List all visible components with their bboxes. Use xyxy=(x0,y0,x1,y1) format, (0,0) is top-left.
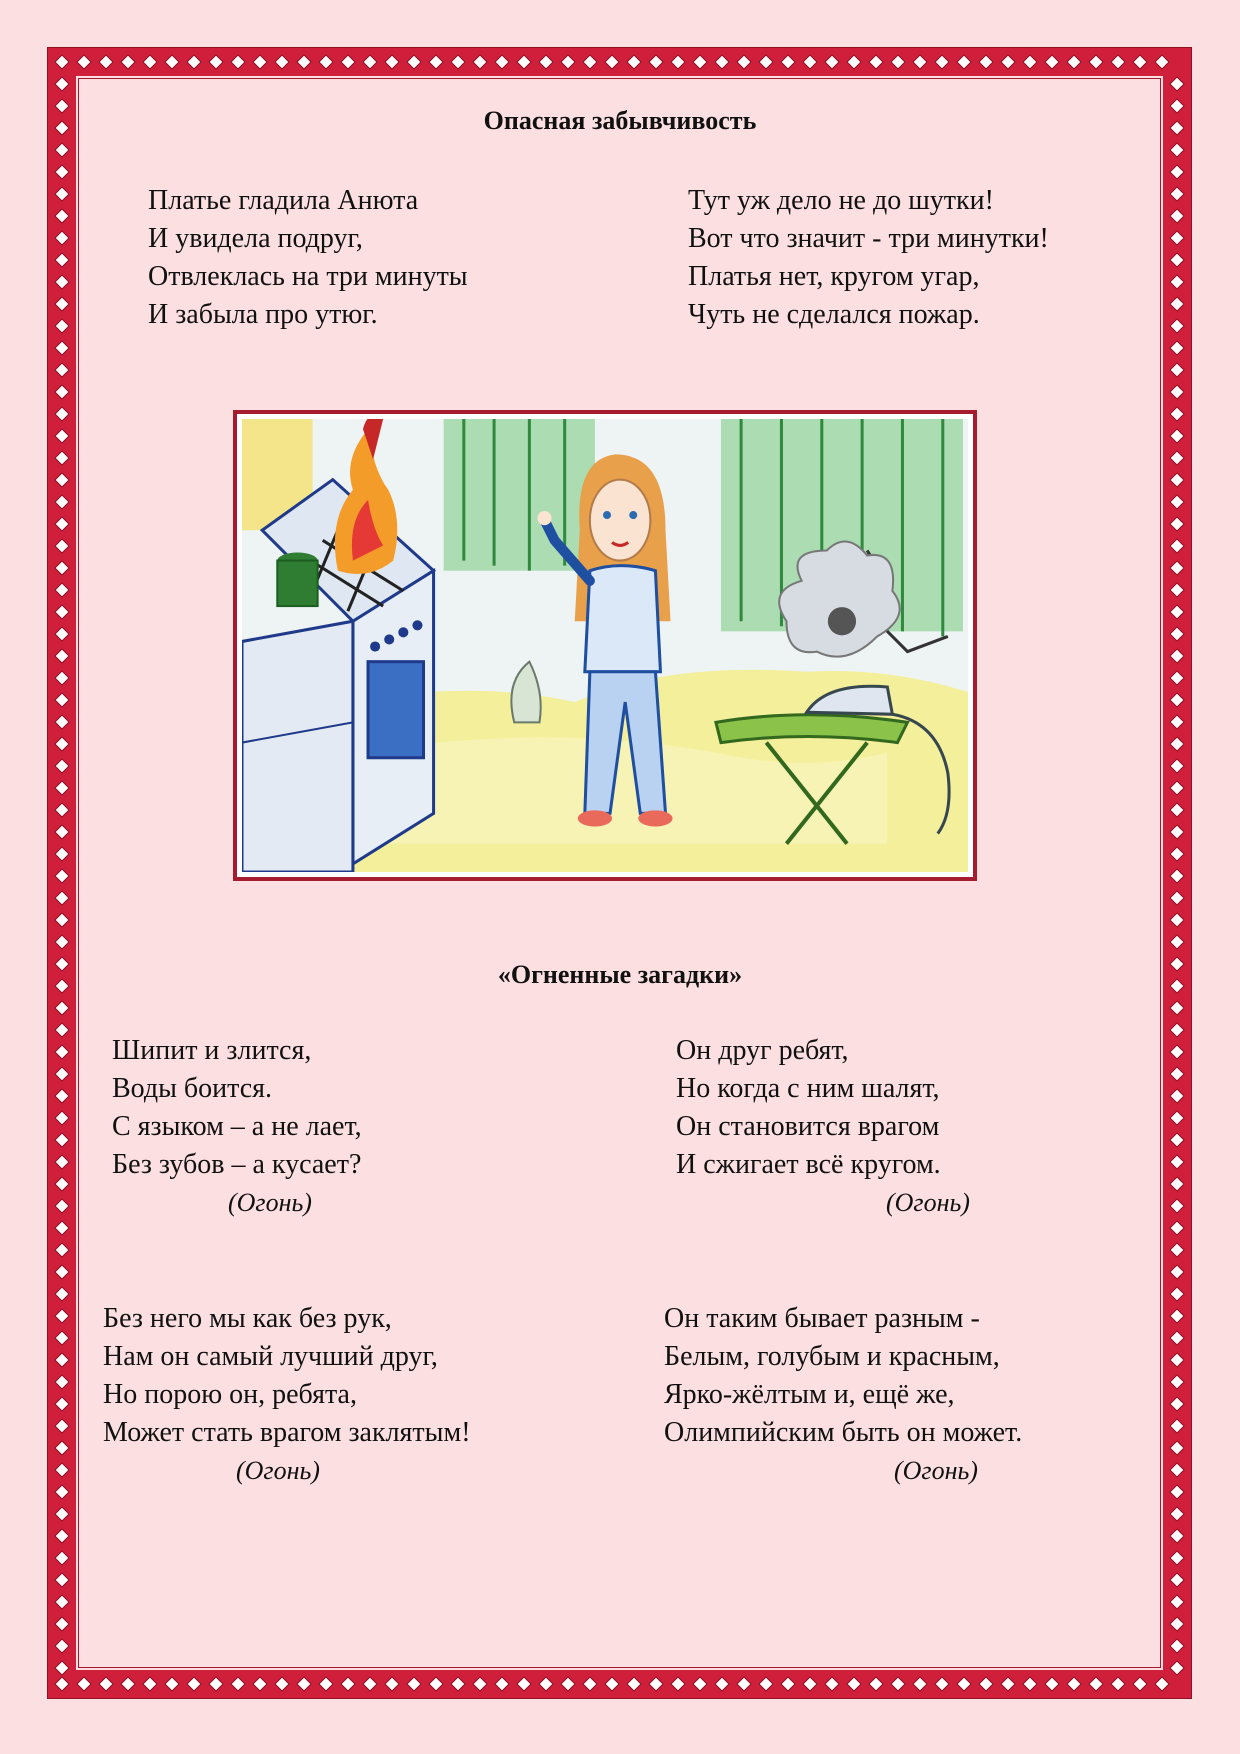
riddle-line: Он друг ребят, xyxy=(676,1035,849,1066)
border-diamond xyxy=(275,1677,289,1691)
border-diamond xyxy=(869,55,883,69)
border-diamond xyxy=(55,77,69,91)
border-diamond xyxy=(1170,869,1184,883)
border-diamond xyxy=(1170,1023,1184,1037)
border-diamond xyxy=(1170,781,1184,795)
border-diamond xyxy=(1170,671,1184,685)
riddle-line: Но когда с ним шалят, xyxy=(676,1073,940,1104)
border-diamond xyxy=(1170,1265,1184,1279)
border-diamond xyxy=(55,1573,69,1587)
poem-line: Вот что значит - три минутки! xyxy=(688,223,1049,254)
riddle-line: Он таким бывает разным - xyxy=(664,1303,980,1334)
border-diamond xyxy=(825,55,839,69)
border-diamond xyxy=(517,55,531,69)
border-diamond xyxy=(1170,1617,1184,1631)
border-diamond xyxy=(1170,1485,1184,1499)
border-diamond xyxy=(1170,231,1184,245)
border-diamond xyxy=(605,1677,619,1691)
border-diamond xyxy=(55,1111,69,1125)
border-diamond xyxy=(55,55,69,69)
border-diamond xyxy=(1170,1375,1184,1389)
border-diamond xyxy=(1089,1677,1103,1691)
border-diamond xyxy=(781,55,795,69)
border-diamond xyxy=(1170,1507,1184,1521)
riddle-line: Воды боится. xyxy=(112,1073,273,1104)
border-diamond xyxy=(1170,1639,1184,1653)
border-diamond xyxy=(561,1677,575,1691)
border-diamond xyxy=(495,1677,509,1691)
border-diamond xyxy=(165,1677,179,1691)
border-diamond xyxy=(1170,627,1184,641)
border-diamond xyxy=(1170,1111,1184,1125)
border-diamond xyxy=(1067,1677,1081,1691)
border-diamond xyxy=(55,1463,69,1477)
poem-line: Платье гладила Анюта xyxy=(148,185,419,216)
border-diamond xyxy=(231,55,245,69)
border-diamond xyxy=(121,1677,135,1691)
border-diamond xyxy=(55,473,69,487)
border-diamond xyxy=(1170,77,1184,91)
border-diamond xyxy=(671,55,685,69)
border-diamond xyxy=(979,1677,993,1691)
border-diamond xyxy=(1170,363,1184,377)
riddle-1 xyxy=(112,1032,362,1184)
border-diamond xyxy=(55,583,69,597)
border-diamond xyxy=(627,1677,641,1691)
border-diamond xyxy=(1170,1573,1184,1587)
border-diamond xyxy=(55,1595,69,1609)
border-diamond xyxy=(55,363,69,377)
fire-safety-illustration xyxy=(242,419,968,872)
border-diamond xyxy=(55,715,69,729)
border-diamond xyxy=(1170,759,1184,773)
border-diamond xyxy=(55,1331,69,1345)
border-diamond xyxy=(1170,429,1184,443)
riddle-3 xyxy=(103,1300,471,1452)
border-diamond xyxy=(891,55,905,69)
border-diamond xyxy=(1170,1595,1184,1609)
border-diamond xyxy=(55,1375,69,1389)
border-diamond xyxy=(55,143,69,157)
border-diamond xyxy=(143,1677,157,1691)
border-diamond xyxy=(1170,1661,1184,1675)
border-diamond xyxy=(55,231,69,245)
border-diamond xyxy=(209,55,223,69)
border-diamond xyxy=(385,55,399,69)
border-diamond xyxy=(1170,1155,1184,1169)
border-diamond xyxy=(913,55,927,69)
border-diamond xyxy=(1111,1677,1125,1691)
border-diamond xyxy=(825,1677,839,1691)
riddle-3-answer: (Огонь) xyxy=(236,1456,320,1485)
riddle-line: Нам он самый лучший друг, xyxy=(103,1341,438,1372)
riddle-1-answer: (Огонь) xyxy=(228,1188,312,1217)
poem-line: Чуть не сделался пожар. xyxy=(688,299,980,330)
border-diamond xyxy=(1170,385,1184,399)
border-diamond xyxy=(55,539,69,553)
border-diamond xyxy=(429,1677,443,1691)
border-diamond xyxy=(319,55,333,69)
riddle-line: Без зубов – а кусает? xyxy=(112,1149,362,1180)
border-diamond xyxy=(1170,1199,1184,1213)
border-diamond xyxy=(759,1677,773,1691)
border-diamond xyxy=(605,55,619,69)
border-diamond xyxy=(495,55,509,69)
border-diamond xyxy=(891,1677,905,1691)
border-diamond xyxy=(55,891,69,905)
border-diamond xyxy=(1170,1551,1184,1565)
border-diamond xyxy=(1170,693,1184,707)
border-diamond xyxy=(55,319,69,333)
border-diamond xyxy=(957,55,971,69)
border-diamond xyxy=(187,1677,201,1691)
riddle-2-answer: (Огонь) xyxy=(886,1188,970,1217)
border-diamond xyxy=(935,1677,949,1691)
poem-line: И забыла про утюг. xyxy=(148,299,378,330)
poem-line: И увидела подруг, xyxy=(148,223,363,254)
border-diamond xyxy=(99,1677,113,1691)
border-diamond xyxy=(55,517,69,531)
border-diamond xyxy=(1170,143,1184,157)
border-diamond xyxy=(561,55,575,69)
border-diamond xyxy=(209,1677,223,1691)
border-diamond xyxy=(737,1677,751,1691)
border-diamond xyxy=(913,1677,927,1691)
border-diamond xyxy=(363,55,377,69)
border-diamond xyxy=(1170,561,1184,575)
border-diamond xyxy=(935,55,949,69)
border-diamond xyxy=(847,55,861,69)
border-diamond xyxy=(55,759,69,773)
border-diamond xyxy=(55,297,69,311)
border-diamond xyxy=(693,1677,707,1691)
border-diamond xyxy=(55,1265,69,1279)
border-diamond xyxy=(1170,737,1184,751)
border-diamond xyxy=(451,1677,465,1691)
border-diamond xyxy=(1170,341,1184,355)
border-diamond xyxy=(1170,473,1184,487)
border-diamond xyxy=(715,1677,729,1691)
border-diamond xyxy=(1170,1001,1184,1015)
border-diamond xyxy=(1001,1677,1015,1691)
border-diamond xyxy=(1155,55,1169,69)
border-diamond xyxy=(627,55,641,69)
border-diamond xyxy=(55,627,69,641)
border-diamond xyxy=(55,1441,69,1455)
border-diamond xyxy=(869,1677,883,1691)
border-diamond xyxy=(99,55,113,69)
riddle-4 xyxy=(664,1300,1022,1452)
border-diamond xyxy=(1023,1677,1037,1691)
border-diamond xyxy=(55,1001,69,1015)
poem-title: Опасная забывчивость xyxy=(483,106,757,135)
border-diamond xyxy=(1170,1045,1184,1059)
border-diamond xyxy=(1170,451,1184,465)
poem-line: Платья нет, кругом угар, xyxy=(688,261,980,292)
border-diamond xyxy=(1170,209,1184,223)
border-diamond xyxy=(1001,55,1015,69)
border-diamond xyxy=(979,55,993,69)
border-diamond xyxy=(55,803,69,817)
border-diamond xyxy=(55,1507,69,1521)
riddle-line: Он становится врагом xyxy=(676,1111,940,1142)
border-diamond xyxy=(55,385,69,399)
border-diamond xyxy=(55,1353,69,1367)
border-diamond xyxy=(55,1309,69,1323)
border-diamond xyxy=(55,1485,69,1499)
border-diamond xyxy=(55,1661,69,1675)
border-diamond xyxy=(1170,825,1184,839)
border-diamond xyxy=(1170,1133,1184,1147)
border-diamond xyxy=(1155,1677,1169,1691)
border-diamond xyxy=(55,737,69,751)
border-diamond xyxy=(1170,583,1184,597)
border-diamond xyxy=(649,55,663,69)
border-diamond xyxy=(55,165,69,179)
border-diamond xyxy=(539,1677,553,1691)
border-diamond xyxy=(1170,1067,1184,1081)
riddle-line: Олимпийским быть он может. xyxy=(664,1417,1023,1448)
border-diamond xyxy=(1170,649,1184,663)
border-diamond xyxy=(1170,539,1184,553)
border-diamond xyxy=(583,1677,597,1691)
border-diamond xyxy=(1170,1353,1184,1367)
border-diamond xyxy=(759,55,773,69)
border-diamond xyxy=(55,407,69,421)
border-diamond xyxy=(1170,1221,1184,1235)
border-diamond xyxy=(1170,407,1184,421)
border-diamond xyxy=(1170,1243,1184,1257)
border-diamond xyxy=(1170,891,1184,905)
border-diamond xyxy=(55,605,69,619)
border-diamond xyxy=(187,55,201,69)
border-diamond xyxy=(1170,517,1184,531)
border-diamond xyxy=(231,1677,245,1691)
border-diamond xyxy=(253,55,267,69)
border-diamond xyxy=(693,55,707,69)
border-diamond xyxy=(781,1677,795,1691)
border-diamond xyxy=(407,1677,421,1691)
border-diamond xyxy=(1170,319,1184,333)
border-diamond xyxy=(1170,1309,1184,1323)
poem-left-stanza xyxy=(148,182,468,334)
border-diamond xyxy=(1170,1089,1184,1103)
border-diamond xyxy=(671,1677,685,1691)
border-diamond xyxy=(55,1287,69,1301)
riddle-line: Без него мы как без рук, xyxy=(103,1303,392,1334)
border-diamond xyxy=(55,1639,69,1653)
border-diamond xyxy=(55,671,69,685)
border-diamond xyxy=(55,1397,69,1411)
border-diamond xyxy=(803,1677,817,1691)
border-diamond xyxy=(1089,55,1103,69)
border-diamond xyxy=(55,1617,69,1631)
riddle-line: Шипит и злится, xyxy=(112,1035,312,1066)
border-diamond xyxy=(1023,55,1037,69)
illustration-frame xyxy=(233,410,977,881)
border-diamond xyxy=(1170,847,1184,861)
border-diamond xyxy=(55,1199,69,1213)
border-diamond xyxy=(55,1529,69,1543)
border-diamond xyxy=(55,649,69,663)
border-diamond xyxy=(55,1677,69,1691)
border-diamond xyxy=(55,693,69,707)
border-diamond xyxy=(55,1177,69,1191)
border-diamond xyxy=(319,1677,333,1691)
border-diamond xyxy=(1170,935,1184,949)
riddles-title: «Огненные загадки» xyxy=(497,960,743,989)
border-diamond xyxy=(55,451,69,465)
border-diamond xyxy=(121,55,135,69)
border-diamond xyxy=(1170,1529,1184,1543)
border-diamond xyxy=(55,1221,69,1235)
border-diamond xyxy=(649,1677,663,1691)
riddle-line: Может стать врагом заклятым! xyxy=(103,1417,471,1448)
border-diamond xyxy=(143,55,157,69)
border-diamond xyxy=(55,1089,69,1103)
border-diamond xyxy=(517,1677,531,1691)
riddle-4-answer: (Огонь) xyxy=(894,1456,978,1485)
border-diamond xyxy=(55,561,69,575)
riddle-line: Но порою он, ребята, xyxy=(103,1379,357,1410)
border-diamond xyxy=(297,1677,311,1691)
border-diamond xyxy=(55,495,69,509)
border-diamond xyxy=(1067,55,1081,69)
border-diamond xyxy=(55,1419,69,1433)
border-diamond xyxy=(55,1133,69,1147)
border-diamond xyxy=(253,1677,267,1691)
border-diamond xyxy=(55,253,69,267)
border-diamond xyxy=(55,935,69,949)
border-diamond xyxy=(473,55,487,69)
border-diamond xyxy=(1170,1177,1184,1191)
border-diamond xyxy=(583,55,597,69)
border-diamond xyxy=(1133,55,1147,69)
border-diamond xyxy=(1045,55,1059,69)
border-diamond xyxy=(1170,253,1184,267)
border-diamond xyxy=(55,781,69,795)
border-diamond xyxy=(539,55,553,69)
border-diamond xyxy=(1170,1397,1184,1411)
border-diamond xyxy=(473,1677,487,1691)
border-diamond xyxy=(847,1677,861,1691)
border-diamond xyxy=(1170,165,1184,179)
border-diamond xyxy=(77,55,91,69)
border-diamond xyxy=(55,1243,69,1257)
border-diamond xyxy=(55,1023,69,1037)
riddle-line: Ярко-жёлтым и, ещё же, xyxy=(664,1379,955,1410)
border-diamond xyxy=(55,869,69,883)
poem-line: Отвлеклась на три минуты xyxy=(148,261,468,292)
border-diamond xyxy=(385,1677,399,1691)
border-diamond xyxy=(1170,495,1184,509)
border-diamond xyxy=(55,1067,69,1081)
border-diamond xyxy=(803,55,817,69)
border-diamond xyxy=(55,847,69,861)
border-diamond xyxy=(55,1551,69,1565)
border-diamond xyxy=(165,55,179,69)
border-diamond xyxy=(363,1677,377,1691)
border-diamond xyxy=(341,1677,355,1691)
border-diamond xyxy=(275,55,289,69)
border-diamond xyxy=(737,55,751,69)
riddle-line: С языком – а не лает, xyxy=(112,1111,362,1142)
border-diamond xyxy=(1170,1463,1184,1477)
border-diamond xyxy=(451,55,465,69)
border-diamond xyxy=(1170,1441,1184,1455)
border-diamond xyxy=(1170,1287,1184,1301)
border-diamond xyxy=(1170,605,1184,619)
border-diamond xyxy=(1170,913,1184,927)
border-diamond xyxy=(1111,55,1125,69)
border-diamond xyxy=(1045,1677,1059,1691)
border-diamond xyxy=(407,55,421,69)
border-diamond xyxy=(55,913,69,927)
border-diamond xyxy=(55,1155,69,1169)
riddle-line: И сжигает всё кругом. xyxy=(676,1149,941,1180)
border-diamond xyxy=(1170,715,1184,729)
border-diamond xyxy=(55,429,69,443)
border-diamond xyxy=(55,825,69,839)
border-diamond xyxy=(1170,803,1184,817)
border-diamond xyxy=(1170,297,1184,311)
border-diamond xyxy=(1170,275,1184,289)
border-diamond xyxy=(1170,1419,1184,1433)
border-diamond xyxy=(55,1045,69,1059)
border-diamond xyxy=(55,341,69,355)
riddle-2 xyxy=(676,1032,941,1184)
border-diamond xyxy=(1133,1677,1147,1691)
border-diamond xyxy=(1170,187,1184,201)
border-diamond xyxy=(341,55,355,69)
border-diamond xyxy=(55,187,69,201)
border-diamond xyxy=(715,55,729,69)
poem-line: Тут уж дело не до шутки! xyxy=(688,185,994,216)
border-diamond xyxy=(429,55,443,69)
border-diamond xyxy=(55,209,69,223)
poem-right-stanza xyxy=(688,182,1049,334)
border-diamond xyxy=(55,275,69,289)
border-diamond xyxy=(77,1677,91,1691)
border-diamond xyxy=(957,1677,971,1691)
border-diamond xyxy=(1170,1331,1184,1345)
border-diamond xyxy=(297,55,311,69)
riddle-line: Белым, голубым и красным, xyxy=(664,1341,1000,1372)
